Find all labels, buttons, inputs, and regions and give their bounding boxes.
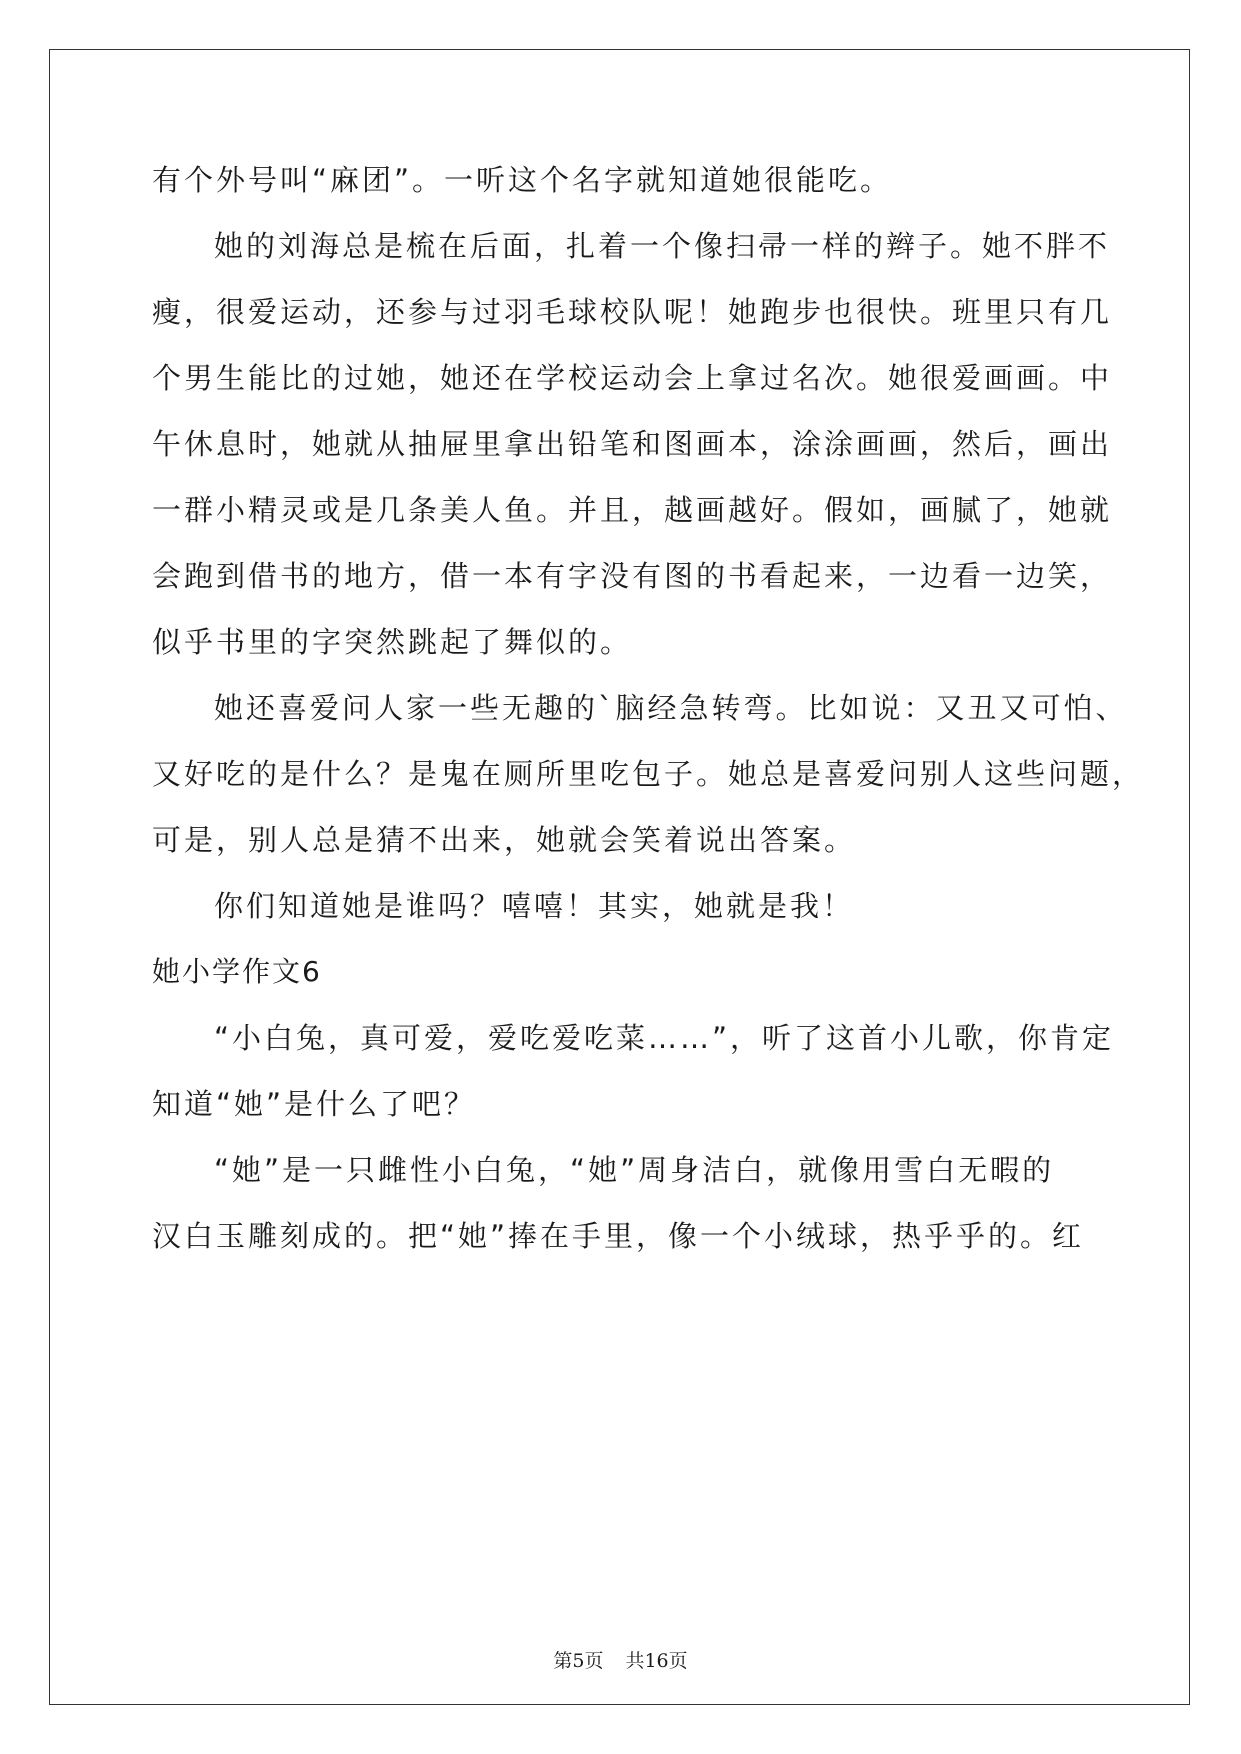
paragraph-start-line: 你们知道她是谁吗？嘻嘻！其实，她就是我！	[214, 889, 855, 923]
section-heading: 她小学作文6	[152, 955, 322, 988]
page-number-total: 共16页	[625, 1650, 688, 1672]
text-line: 似乎书里的字突然跳起了舞似的。	[152, 625, 633, 659]
text-line: 有个外号叫“麻团”。一听这个名字就知道她很能吃。	[152, 163, 893, 197]
text-line: 可是，别人总是猜不出来，她就会笑着说出答案。	[152, 823, 857, 857]
text-line: 知道“她”是什么了吧？	[152, 1087, 477, 1121]
paragraph-start-line: 她的刘海总是梳在后面，扎着一个像扫帚一样的辫子。她不胖不	[214, 229, 1111, 263]
page-footer	[0, 1646, 1241, 1673]
text-line: 个男生能比的过她，她还在学校运动会上拿过名次。她很爱画画。中	[152, 361, 1113, 395]
text-line: 瘦，很爱运动，还参与过羽毛球校队呢！她跑步也很快。班里只有几	[152, 295, 1113, 329]
text-line: 会跑到借书的地方，借一本有字没有图的书看起来，一边看一边笑，	[152, 559, 1113, 593]
page-number-current: 第5页	[553, 1650, 604, 1672]
paragraph-start-line: 她还喜爱问人家一些无趣的`脑经急转弯。比如说：又丑又可怕、	[214, 691, 1128, 725]
text-line: 一群小精灵或是几条美人鱼。并且，越画越好。假如，画腻了，她就	[152, 493, 1113, 527]
paragraph-start-line: “她”是一只雌性小白兔，“她”周身洁白，就像用雪白无暇的	[214, 1153, 1055, 1187]
text-line: 又好吃的是什么？是鬼在厕所里吃包子。她总是喜爱问别人这些问题，	[152, 757, 1145, 791]
paragraph-start-line: “小白兔，真可爱，爱吃爱吃菜……”，听了这首小儿歌，你肯定	[214, 1021, 1115, 1055]
text-line: 午休息时，她就从抽屉里拿出铅笔和图画本，涂涂画画，然后，画出	[152, 427, 1113, 461]
text-line: 汉白玉雕刻成的。把“她”捧在手里，像一个小绒球，热乎乎的。红	[152, 1219, 1085, 1253]
